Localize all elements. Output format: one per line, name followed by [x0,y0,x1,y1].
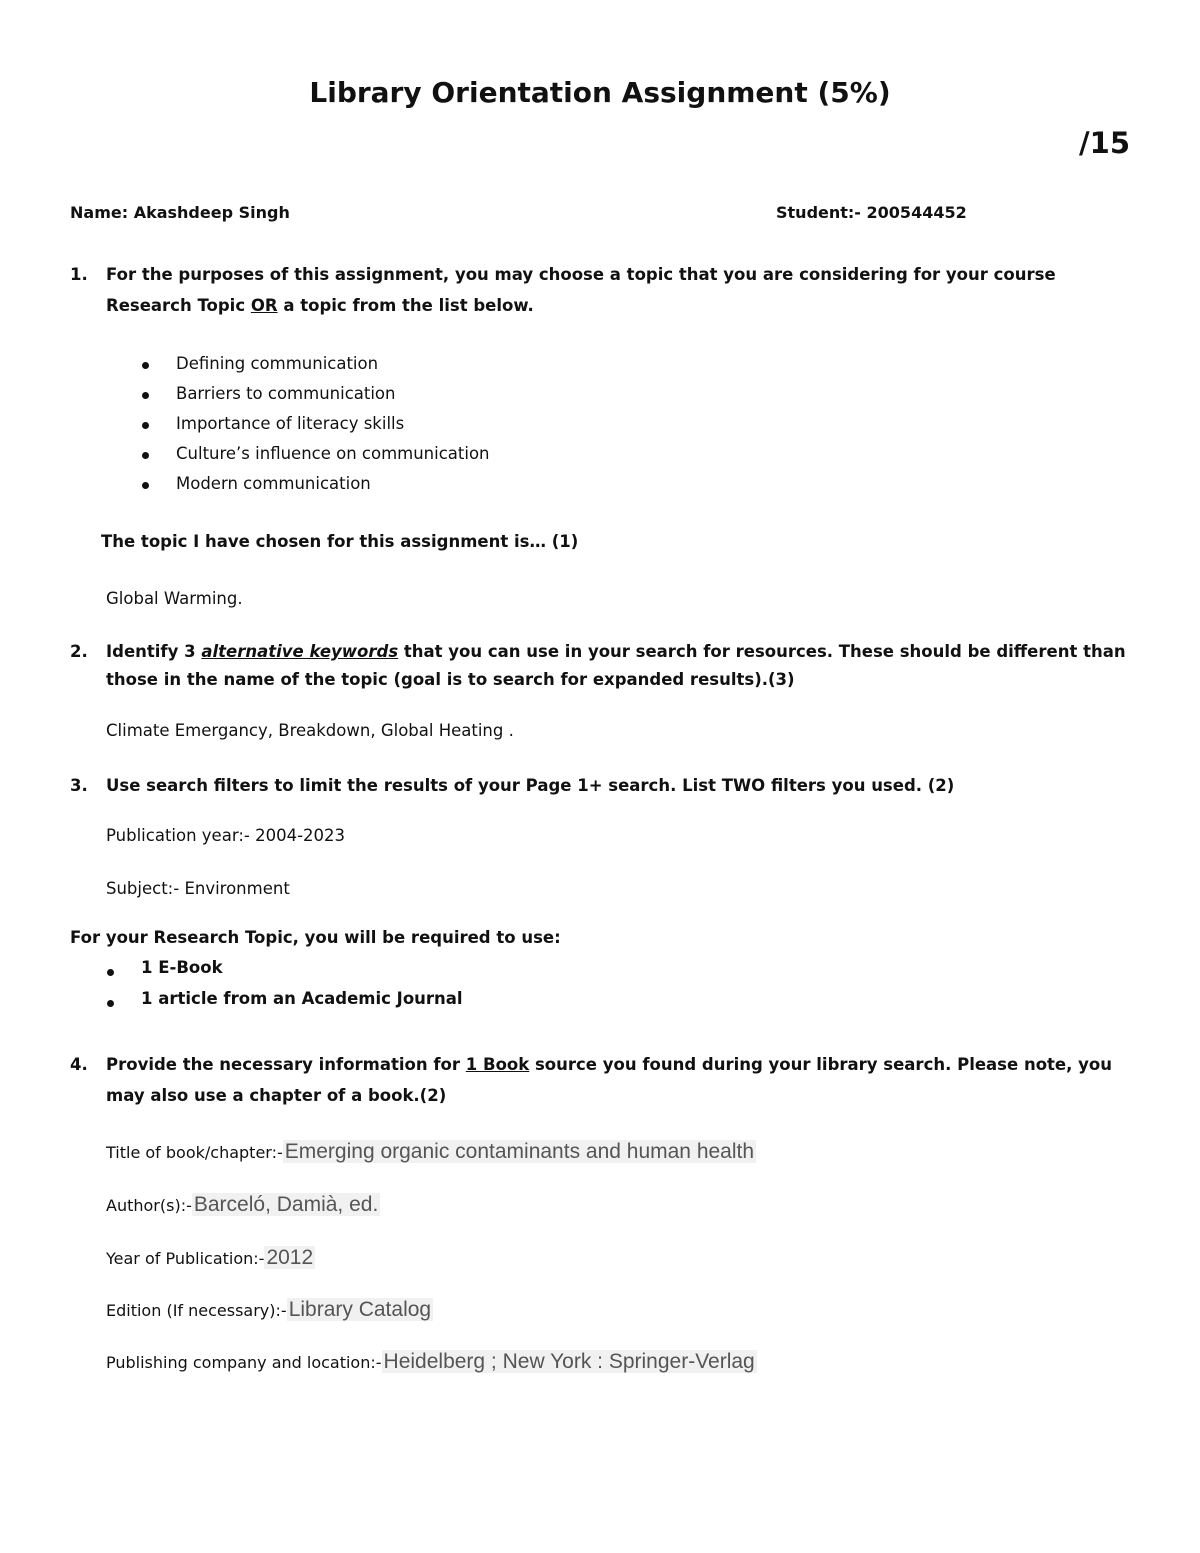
question-1 [0,259,1200,321]
question-number: 1. [70,265,88,284]
question-number: 3. [70,776,88,795]
bullet-icon [107,1000,114,1007]
keywords-answer: Climate Emergancy, Breakdown, Global Heating . [106,721,514,740]
field-value: Library Catalog [288,1298,432,1321]
book-title-field [106,1140,756,1164]
list-item: Modern communication [176,474,371,493]
question-number: 2. [70,642,88,661]
name-label: Name: [70,203,129,222]
question-4 [0,1049,1200,1111]
list-item: 1 article from an Academic Journal [141,989,463,1008]
field-value: Barceló, Damià, ed. [193,1193,379,1216]
field-value: Heidelberg ; New York : Springer-Verlag [383,1350,755,1373]
question-text: For the purposes of this assignment, you may choose a topic that you are considering for your course Research Topic OR a topic from the list below. [106,265,1056,315]
question-3 [0,770,1200,801]
bullet-icon [142,422,149,429]
field-label: Year of Publication:- [106,1249,265,1268]
book-year-field [106,1246,315,1270]
book-edition-field [106,1298,433,1322]
student-name-line [70,203,290,222]
topic-prompt: The topic I have chosen for this assignment is… (1) [101,532,579,551]
list-item: Importance of literacy skills [176,414,405,433]
list-item: Barriers to communication [176,384,396,403]
bullet-icon [107,969,114,976]
field-value: Emerging organic contaminants and human health [284,1140,755,1163]
question-text: Provide the necessary information for 1 Book source you found during your library search. Please note, you may also use a chapter of a book.(2) [106,1055,1112,1105]
total-score: /15 [1079,126,1130,160]
requirements-heading: For your Research Topic, you will be required to use: [70,928,561,947]
book-author-field [106,1193,380,1217]
book-publisher-field [106,1350,757,1374]
field-value: 2012 [266,1246,314,1269]
topic-answer: Global Warming. [106,589,243,608]
question-text: Identify 3 alternative keywords that you can use in your search for resources. These should be different than those in the name of the topic (goal is to search for expanded results).(3) [106,642,1126,689]
bullet-icon [142,392,149,399]
question-number: 4. [70,1055,88,1074]
field-label: Author(s):- [106,1196,192,1215]
student-id-line [776,203,967,222]
name-value: Akashdeep Singh [133,203,290,222]
list-item: Defining communication [176,354,379,373]
filter-answer-1: Publication year:- 2004-2023 [106,826,346,845]
field-label: Title of book/chapter:- [106,1143,283,1162]
field-label: Publishing company and location:- [106,1353,382,1372]
filter-answer-2: Subject:- Environment [106,879,290,898]
student-id-value: 200544452 [866,203,967,222]
bullet-icon [142,482,149,489]
bullet-icon [142,362,149,369]
bullet-icon [142,452,149,459]
student-id-label: Student:- [776,203,861,222]
list-item: Culture’s influence on communication [176,444,490,463]
list-item: 1 E-Book [141,958,223,977]
question-text: Use search filters to limit the results of your Page 1+ search. List TWO filters you used. (2) [106,776,955,795]
field-label: Edition (If necessary):- [106,1301,287,1320]
question-2 [0,638,1200,700]
page-title: Library Orientation Assignment (5%) [309,76,891,109]
